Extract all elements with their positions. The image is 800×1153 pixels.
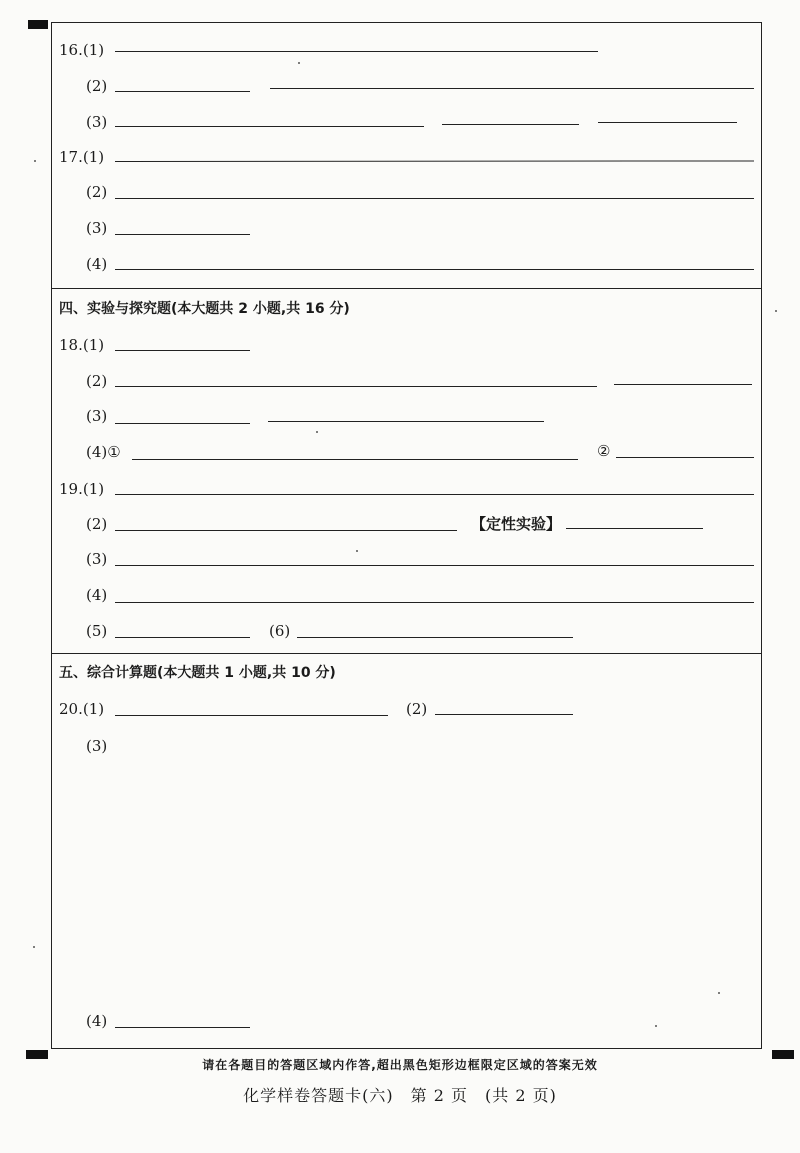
q20-number: 20.(1) bbox=[59, 700, 105, 718]
q17-2-label: (2) bbox=[86, 183, 108, 201]
answer-area-warning: 请在各题目的答题区域内作答,超出黑色矩形边框限定区域的答案无效 bbox=[202, 1058, 598, 1072]
q19-6-answer-line[interactable] bbox=[297, 637, 573, 638]
q19-5-label: (5) bbox=[86, 622, 108, 640]
q19-4-answer-line[interactable] bbox=[115, 602, 754, 603]
q18-3-answer-line-a[interactable] bbox=[115, 423, 250, 424]
q20-4-label: (4) bbox=[86, 1012, 108, 1030]
q19-2-label: (2) bbox=[86, 515, 108, 533]
section-4-title: 四、实验与探究题(本大题共 2 小题,共 16 分) bbox=[59, 301, 350, 317]
q19-3-label: (3) bbox=[86, 550, 108, 568]
q20-4-answer-line[interactable] bbox=[115, 1027, 250, 1028]
scan-speck bbox=[718, 992, 720, 994]
q19-number: 19.(1) bbox=[59, 480, 105, 498]
scan-speck bbox=[655, 1025, 657, 1027]
q18-2-label: (2) bbox=[86, 372, 108, 390]
q17-4-label: (4) bbox=[86, 255, 108, 273]
q17-4-answer-line[interactable] bbox=[115, 269, 754, 270]
q18-number: 18.(1) bbox=[59, 336, 105, 354]
q16-number: 16.(1) bbox=[59, 41, 105, 59]
circled-one-marker: ① bbox=[107, 443, 121, 461]
q18-4-label: (4)① bbox=[86, 443, 121, 461]
q19-3-answer-line[interactable] bbox=[115, 565, 754, 566]
q18-3-label: (3) bbox=[86, 407, 108, 425]
q18-3-answer-line-b[interactable] bbox=[268, 421, 544, 422]
q17-2-answer-line[interactable] bbox=[115, 198, 754, 199]
qualitative-experiment-tag: 【定性实验】 bbox=[471, 515, 562, 533]
q20-2-label: (2) bbox=[406, 700, 428, 718]
q16-2-answer-line-a[interactable] bbox=[115, 91, 250, 92]
q16-3-answer-line-b[interactable] bbox=[442, 124, 579, 125]
q18-4-answer-line-1[interactable] bbox=[132, 459, 578, 460]
q19-4-label: (4) bbox=[86, 586, 108, 604]
scan-speck bbox=[356, 550, 358, 552]
q18-4-answer-line-2[interactable] bbox=[616, 457, 754, 458]
q19-1-answer-line[interactable] bbox=[115, 494, 754, 495]
q18-2-answer-line-a[interactable] bbox=[115, 386, 597, 387]
q16-3-answer-line-a[interactable] bbox=[115, 126, 424, 127]
q16-2-answer-line-b[interactable] bbox=[270, 88, 754, 89]
q16-3-answer-line-c[interactable] bbox=[598, 122, 737, 123]
q19-5-answer-line[interactable] bbox=[115, 637, 250, 638]
q16-3-label: (3) bbox=[86, 113, 108, 131]
q19-6-label: (6) bbox=[269, 622, 291, 640]
q17-3-label: (3) bbox=[86, 219, 108, 237]
scan-speck bbox=[34, 160, 36, 162]
q20-1-answer-line[interactable] bbox=[115, 715, 388, 716]
q19-2-tag-answer-line[interactable] bbox=[566, 528, 703, 529]
q20-3-answer-space[interactable] bbox=[86, 760, 746, 1005]
section-5-title: 五、综合计算题(本大题共 1 小题,共 10 分) bbox=[59, 665, 336, 681]
page-footer-title: 化学样卷答题卡(六) 第 2 页 (共 2 页) bbox=[243, 1086, 557, 1105]
scan-speck bbox=[775, 310, 777, 312]
q17-3-answer-line[interactable] bbox=[115, 234, 250, 235]
q20-3-label: (3) bbox=[86, 737, 108, 755]
q20-2-answer-line[interactable] bbox=[435, 714, 573, 715]
scan-speck bbox=[316, 431, 318, 433]
q17-number: 17.(1) bbox=[59, 148, 105, 166]
q18-1-answer-line[interactable] bbox=[115, 350, 250, 351]
registration-mark-top-left bbox=[28, 20, 48, 29]
q19-2-answer-line[interactable] bbox=[115, 530, 457, 531]
scan-speck bbox=[298, 62, 300, 64]
scan-speck bbox=[33, 946, 35, 948]
section-divider-5 bbox=[51, 653, 762, 654]
q18-2-answer-line-b[interactable] bbox=[614, 384, 752, 385]
section-divider-4 bbox=[51, 288, 762, 289]
q16-1-answer-line[interactable] bbox=[115, 51, 598, 52]
circled-two-marker: ② bbox=[597, 442, 611, 460]
q16-2-label: (2) bbox=[86, 77, 108, 95]
